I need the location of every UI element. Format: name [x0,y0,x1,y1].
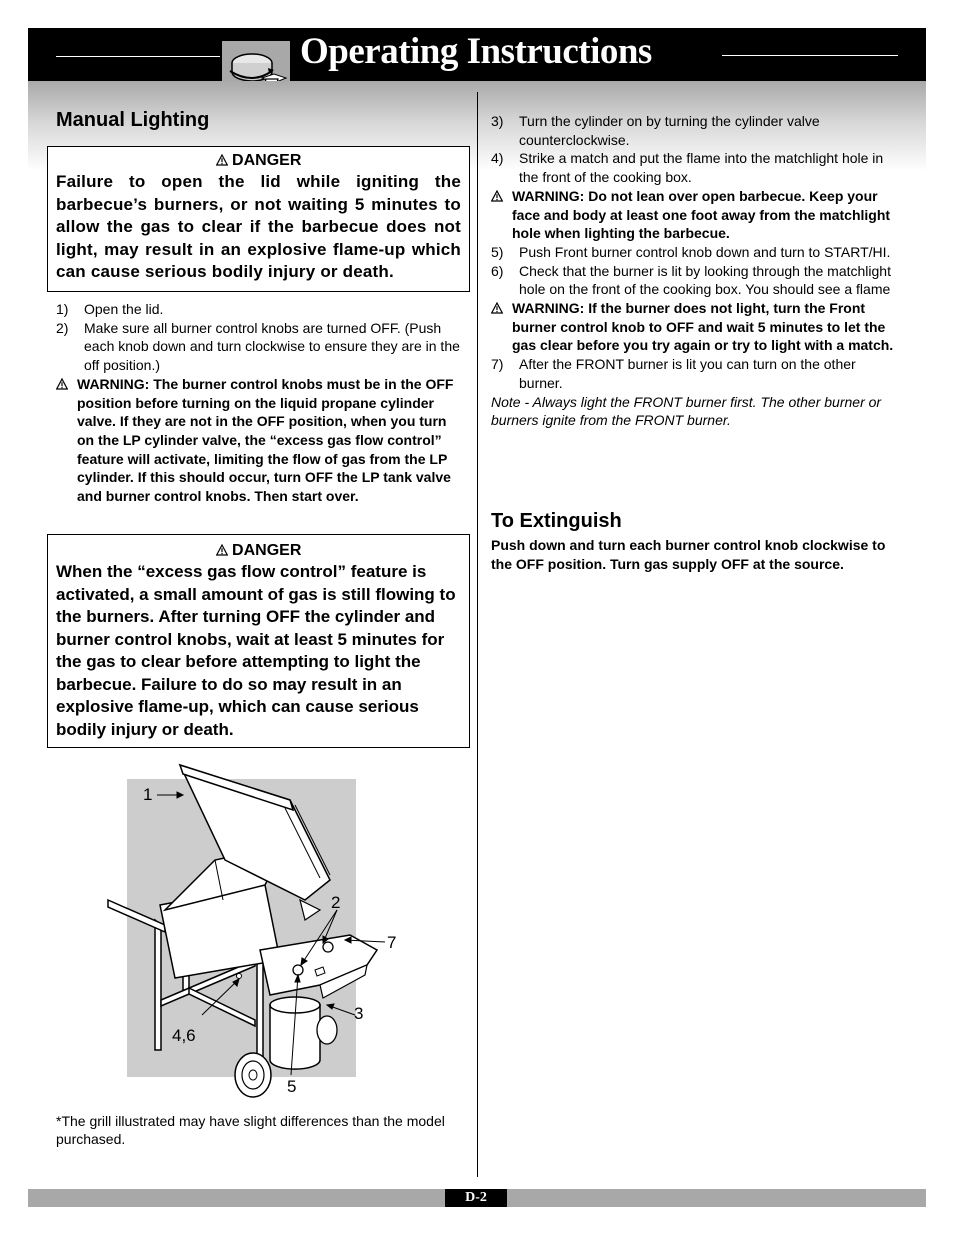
warning-triangle-icon [216,154,228,166]
danger-box-2 [47,534,470,748]
warning-triangle-icon [56,378,68,390]
right-steps [491,112,901,430]
warning-1: WARNING: The burner control knobs must be in the OFF position before turning on the liquid propane cylinder valve. If they are not in the OFF position, when you turn on the LP cylinder valve, the “excess gas flow control” feature will activate, limiting the flow of gas from the LP cylinder. If this should occur, turn OFF the LP tank valve and burner control knobs. Then start over. [56,375,460,506]
step-item: 7) After the FRONT burner is lit you can turn on the other burner. [491,356,856,391]
header-rule-right [722,55,898,56]
step-item: 3) Turn the cylinder on by turning the cylinder valve counterclockwise. [491,113,820,148]
danger-text-2: When the “excess gas flow control” feature is activated, a small amount of gas is still flowing to the burners. After turning OFF the cylinder and burner control knobs, wait at least 5 minutes for the gas to clear before attempting to light the barbecue. Failure to do so may result in an explosive flame-up, which can cause serious bodily injury or death. [56,562,456,739]
page-header [28,28,926,81]
page-number: D-2 [445,1189,507,1207]
figure-caption: *The grill illustrated may have slight differences than the model purchased. [56,1113,445,1147]
page-footer [28,1189,926,1207]
column-divider [477,92,478,1177]
left-steps [56,300,460,506]
step-item: 1) Open the lid. [56,301,164,317]
danger-heading-2 [56,541,461,561]
extinguish-text: Push down and turn each burner control knob clockwise to the OFF position. Turn gas supply OFF at the source. [491,537,886,572]
figure-label-1: 1 [143,785,153,804]
figure-label-3: 3 [354,1004,364,1023]
danger-heading-1 [56,151,461,171]
step-item: 6) Check that the burner is lit by looking through the matchlight hole on the front of the cooking box. You should see a flame [491,262,891,298]
step-item: 4) Strike a match and put the flame into the matchlight hole in the front of the cooking box. [491,150,884,186]
warning-2: WARNING: Do not lean over open barbecue. Keep your face and body at least one foot away from the matchlight hole when lighting the barbecue. [491,187,901,243]
warning-triangle-icon [491,190,503,202]
to-extinguish-heading: To Extinguish [491,510,622,532]
header-rule-left [56,56,221,57]
figure-label-5: 5 [287,1077,297,1096]
step-item: 5) Push Front burner control knob down and turn to START/HI. [491,243,891,260]
figure-label-7: 7 [387,933,397,952]
figure-label-4-6: 4,6 [172,1026,196,1045]
danger-box-1 [47,146,470,292]
danger-text-1: Failure to open the lid while igniting the barbecue’s burners, or not waiting 5 minutes to allow the gas to clear if the barbecue does not light, may result in an explosive flame-up which can cause serious bodily injury or death. [56,172,461,281]
danger-label-1: DANGER [232,152,302,169]
warning-triangle-icon [216,544,228,556]
warning-triangle-icon [491,302,503,314]
note-text: Note - Always light the FRONT burner first. The other burner or burners ignite from the FRONT burner. [491,393,882,429]
page-title: Operating Instructions [300,31,652,72]
manual-lighting-heading: Manual Lighting [56,109,210,131]
warning-3: WARNING: If the burner does not light, turn the Front burner control knob to OFF and wait 5 minutes to let the gas clear before you try again or try to light with a match. [491,299,901,355]
danger-label-2: DANGER [232,542,302,559]
figure-label-2: 2 [331,893,341,912]
step-item: 2) Make sure all burner control knobs are turned OFF. (Push each knob down and turn clockwise to ensure they are in the off position.) [56,319,460,374]
grill-illustration [105,760,405,1100]
